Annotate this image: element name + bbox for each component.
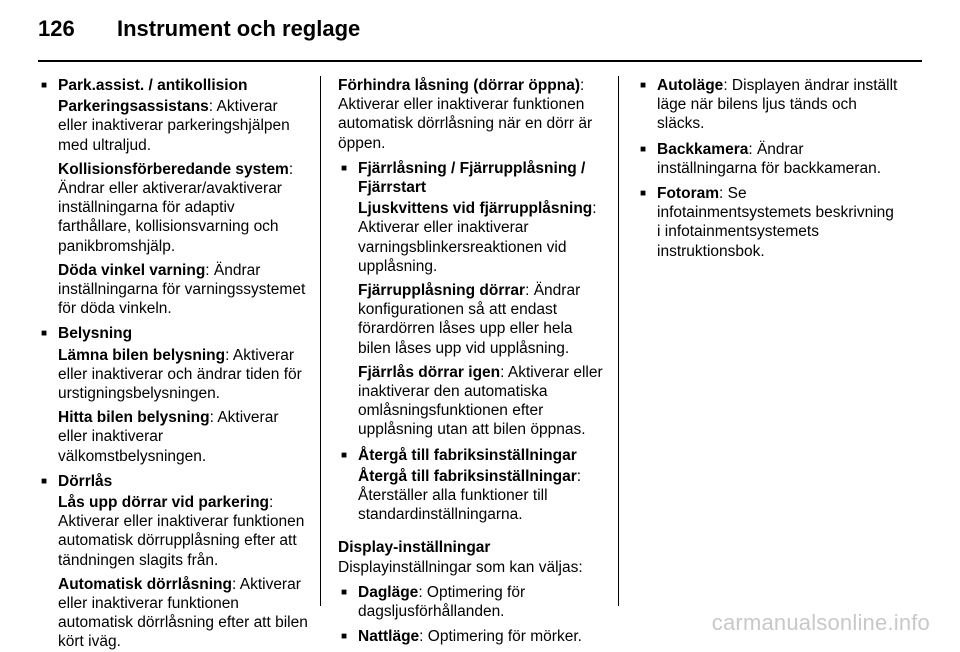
page-header <box>38 16 360 46</box>
entry-text: : Aktiverar eller inaktiverar funktionen automatisk dörrlåsning efter att bilen kört iväg. <box>58 575 308 651</box>
entry-term: Fjärrlås dörrar igen <box>358 363 501 381</box>
bullet-backkamera <box>637 140 899 178</box>
entry-text: : Aktiverar eller inaktiverar och ändrar tiden för urstigningsbelysningen. <box>58 346 302 403</box>
entry-text: : Aktiverar eller inaktiverar funktionen automatisk dörrlåsning när en dörr är öppen. <box>338 77 593 152</box>
page-number: 126 <box>38 16 75 41</box>
entry-term: Döda vinkel varning <box>58 261 206 279</box>
entry-term: Förhindra låsning (dörrar öppna) <box>338 77 580 94</box>
column-2 <box>338 76 604 646</box>
entry-text: : Displayen ändrar inställt läge när bilens ljus tänds och släcks. <box>657 77 898 133</box>
bullet-daglage <box>338 583 604 621</box>
bullet-heading-fjarrlasning: ■ Fjärrlåsning / Fjärrupplåsning / Fjärrstart <box>338 159 604 197</box>
entry-text: : Återställer alla funktioner till standardinställningarna. <box>358 467 582 524</box>
entry-term: Dagläge <box>358 583 419 601</box>
entry-term: Automatisk dörrlåsning <box>58 575 232 593</box>
entry-term: Lås upp dörrar vid parkering <box>58 494 270 512</box>
page-title: Instrument och reglage <box>117 16 361 41</box>
entry-automatisk-dorrlasning <box>38 575 308 652</box>
entry-term: Backkamera <box>657 140 749 158</box>
entry-term: Parkeringsassistans <box>58 98 209 116</box>
entry-term: Fotoram <box>657 185 719 203</box>
entry-term: Återgå till fabriksinställningar <box>358 467 577 485</box>
bullet-heading-park-assist: ■ Park.assist. / antikollision <box>38 76 308 95</box>
entry-term: Kollisionsförberedande system <box>58 160 289 178</box>
bullet-heading-dorrlas: ■ Dörrlås <box>38 472 308 491</box>
entry-parkeringsassistans <box>38 97 308 155</box>
entry-kollision <box>38 160 308 256</box>
bullet-autolage <box>637 76 899 134</box>
entry-text: : Aktiverar eller inaktiverar välkomstbelysningen. <box>58 409 279 465</box>
entry-text: : Ändrar inställningarna för backkameran. <box>657 140 882 177</box>
entry-aterga <box>338 467 604 525</box>
entry-term: Autoläge <box>657 77 724 94</box>
entry-text: : Ändrar konfigurationen så att endast förardörren låses upp eller hela bilen låses upp vid upplåsning. <box>358 282 581 357</box>
entry-hitta-bilen <box>38 408 308 466</box>
column-divider-2 <box>618 76 619 606</box>
entry-text: : Ändrar inställningarna för varningssystemet för döda vinkeln. <box>58 261 306 318</box>
entry-lamna-bilen <box>38 346 308 404</box>
entry-text: : Se infotainmentsystemets beskrivning i infotainmentsystemets instruktionsbok. <box>657 185 894 260</box>
entry-term: Fjärrupplåsning dörrar <box>358 282 526 300</box>
entry-term: Hitta bilen belysning <box>58 409 210 427</box>
entry-term: Lämna bilen belysning <box>58 346 226 364</box>
header-rule <box>38 60 922 62</box>
column-1 <box>38 76 308 652</box>
entry-fjarrupplasning-dorrar <box>338 281 604 358</box>
column-divider-1 <box>320 76 321 606</box>
entry-text: : Optimering för mörker. <box>419 628 582 646</box>
bullet-nattlage <box>338 627 604 646</box>
entry-text: : Aktiverar eller inaktiverar funktionen automatisk dörrupplåsning efter att tändningen slagits från. <box>58 494 305 569</box>
entry-text: : Aktiverar eller inaktiverar varningsblinkersreaktionen vid upplåsning. <box>358 200 597 275</box>
section-title-display: Display-inställningar <box>338 539 491 557</box>
entry-text: : Aktiverar eller inaktiverar parkeringshjälpen med ultraljud. <box>58 98 290 154</box>
entry-text: : Aktiverar eller inaktiverar den automatiska omlåsningsfunktionen efter upplåsning utan att bilen öppnas. <box>358 363 603 439</box>
entry-las-upp <box>38 493 308 570</box>
bullet-fotoram <box>637 184 899 261</box>
watermark: carmanualsonline.info <box>711 610 930 635</box>
entry-term: Nattläge <box>358 628 420 646</box>
entry-fjarrlas-dorrar-igen <box>338 363 604 440</box>
entry-ljuskvittens <box>338 199 604 276</box>
column-3 <box>637 76 899 261</box>
bullet-heading-belysning: ■ Belysning <box>38 324 308 343</box>
section-intro-display: Displayinställningar som kan väljas: <box>338 558 583 576</box>
entry-doda-vinkel <box>38 261 308 319</box>
entry-term: Ljuskvittens vid fjärrupplåsning <box>358 200 593 218</box>
bullet-heading-fabriksinstallningar: ■ Återgå till fabriksinställningar <box>338 446 604 465</box>
entry-text: : Optimering för dagsljusförhållanden. <box>358 583 526 621</box>
entry-forhindra-lasning <box>338 76 604 153</box>
entry-text: : Ändrar eller aktiverar/avaktiverar inställningarna för adaptiv farthållare, kollisionsvarning och panikbromshjälp. <box>58 160 294 255</box>
